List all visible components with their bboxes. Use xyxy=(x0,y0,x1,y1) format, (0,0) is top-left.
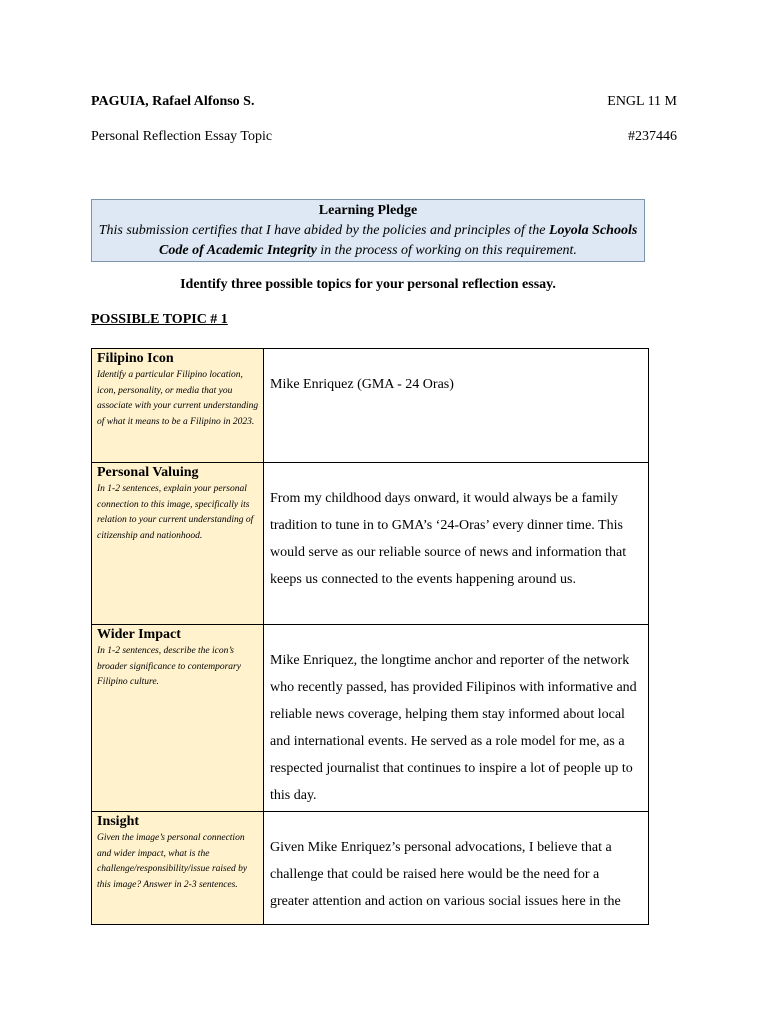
student-name: PAGUIA, Rafael Alfonso S. xyxy=(91,94,255,109)
row-answer: Mike Enriquez (GMA - 24 Oras) xyxy=(270,377,454,392)
row-answer: Given Mike Enriquez’s personal advocations, I believe that a challenge that could be raised here would be the need for a greater attention and action on various social issues here in the xyxy=(270,840,621,909)
pledge-title: Learning Pledge xyxy=(318,203,418,218)
pledge-text-end: in the process of working on this requirement. xyxy=(316,243,577,258)
instruction-text: Identify three possible topics for your personal reflection essay. xyxy=(180,277,556,292)
row-answer-cell xyxy=(264,349,649,463)
table-row xyxy=(92,812,649,925)
row-label: Wider Impact xyxy=(97,627,181,642)
topic-table xyxy=(91,348,649,925)
topic-heading: POSSIBLE TOPIC # 1 xyxy=(91,312,228,327)
pledge-code-name: Loyola Schools Code of Academic Integrity xyxy=(159,223,638,258)
row-answer-cell xyxy=(264,812,649,925)
pledge-text xyxy=(92,221,644,261)
table-row xyxy=(92,349,649,463)
row-label: Personal Valuing xyxy=(97,465,199,480)
row-answer-cell xyxy=(264,625,649,812)
row-label-cell xyxy=(92,625,264,812)
row-answer: From my childhood days onward, it would always be a family tradition to tune in to GMA’s ‘24-Oras’ every dinner time. This would serve as our reliable source of news and information that keeps us connected to the events happening around us. xyxy=(270,491,627,587)
row-label: Filipino Icon xyxy=(97,351,174,366)
row-answer-cell xyxy=(264,463,649,625)
table-row xyxy=(92,463,649,625)
table-row xyxy=(92,625,649,812)
row-label-cell xyxy=(92,463,264,625)
pledge-text-start: This submission certifies that I have abided by the policies and principles of the xyxy=(98,223,549,238)
document-title: Personal Reflection Essay Topic xyxy=(91,129,273,144)
header-line-2 xyxy=(91,129,677,145)
course-code: ENGL 11 M xyxy=(607,94,677,109)
student-number: #237446 xyxy=(628,129,677,144)
row-description: In 1-2 sentences, describe the icon’s broader significance to contemporary Filipino culture. xyxy=(97,646,241,687)
header-line-1 xyxy=(91,94,677,110)
row-answer: Mike Enriquez, the longtime anchor and reporter of the network who recently passed, has provided Filipinos with informative and reliable news coverage, helping them stay informed about local and international events. He served as a role model for me, as a respected journalist that continues to inspire a lot of people up to this day. xyxy=(270,653,637,803)
row-label-cell xyxy=(92,349,264,463)
row-description: Given the image’s personal connection and wider impact, what is the challenge/responsibility/issue raised by this image? Answer in 2-3 sentences. xyxy=(97,833,248,890)
row-description: In 1-2 sentences, explain your personal connection to this image, specifically its relation to your current understanding of citizenship and nationhood. xyxy=(97,484,254,541)
row-description: Identify a particular Filipino location, icon, personality, or media that you associate with your current understanding of what it means to be a Filipino in 2023. xyxy=(97,370,259,427)
row-label-cell xyxy=(92,812,264,925)
learning-pledge-box xyxy=(91,199,645,262)
row-label: Insight xyxy=(97,814,140,829)
